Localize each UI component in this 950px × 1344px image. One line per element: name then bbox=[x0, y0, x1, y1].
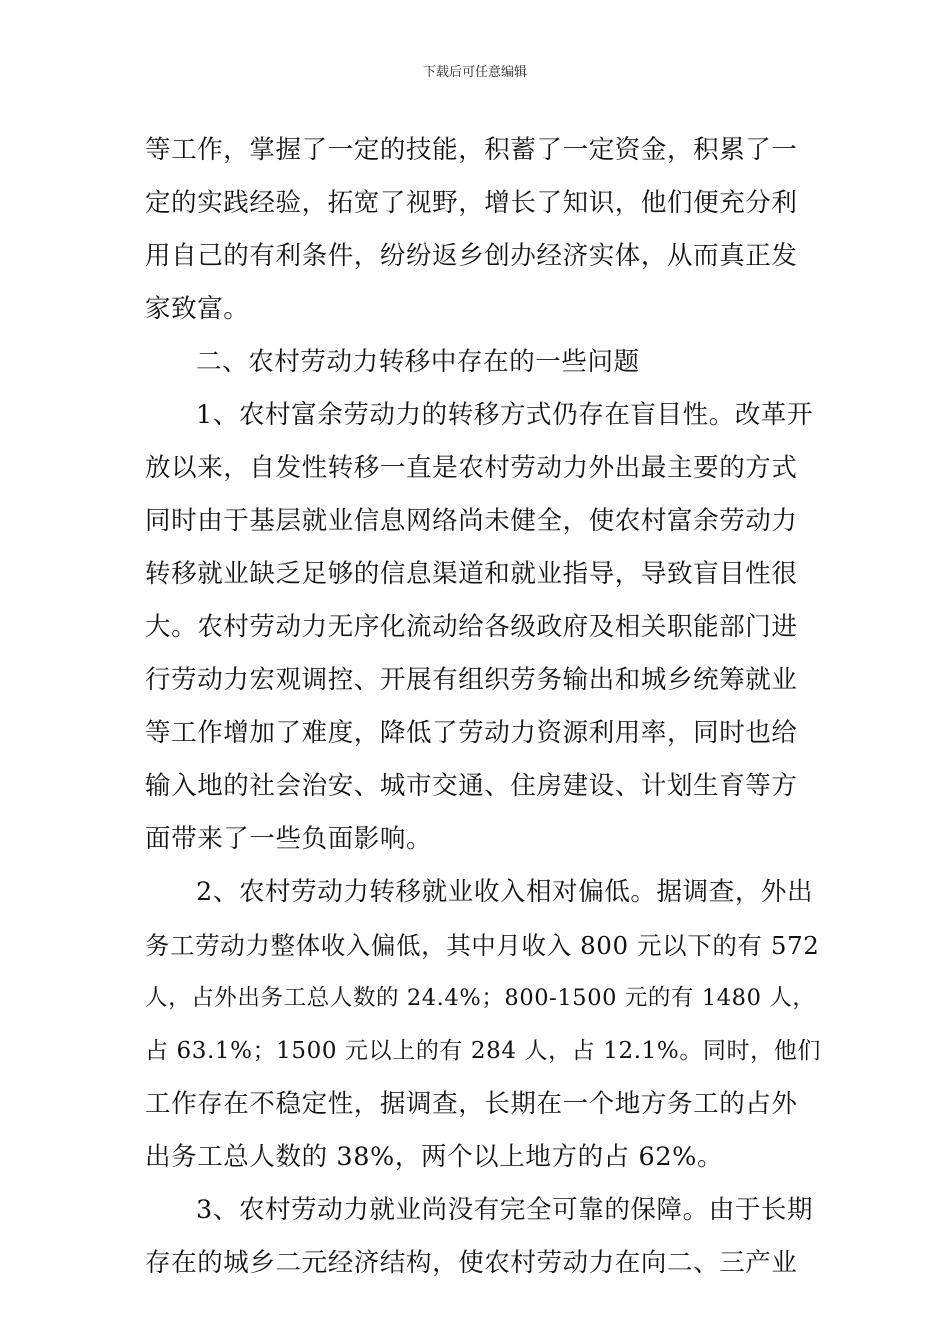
text-line: 面带来了一些负面影响。 bbox=[145, 824, 433, 854]
text-line: 出务工总人数的 38%，两个以上地方的占 62%。 bbox=[145, 1142, 724, 1172]
text-line: 定的实践经验，拓宽了视野，增长了知识，他们便充分利 bbox=[145, 188, 798, 218]
text-line: 用自己的有利条件，纷纷返乡创办经济实体，从而真正发 bbox=[145, 241, 798, 271]
text-line: 放以来，自发性转移一直是农村劳动力外出最主要的方式 bbox=[145, 453, 798, 483]
text-line: 3、农村劳动力就业尚没有完全可靠的保障。由于长期 bbox=[196, 1195, 814, 1225]
text-line: 工作存在不稳定性，据调查，长期在一个地方务工的占外 bbox=[145, 1089, 798, 1119]
section-heading: 二、农村劳动力转移中存在的一些问题 bbox=[196, 347, 640, 377]
text-line: 大。农村劳动力无序化流动给各级政府及相关职能部门进 bbox=[145, 612, 798, 642]
text-line: 务工劳动力整体收入偏低，其中月收入 800 元以下的有 572 bbox=[145, 931, 820, 960]
text-line: 存在的城乡二元经济结构，使农村劳动力在向二、三产业 bbox=[145, 1248, 798, 1278]
document-body bbox=[145, 124, 825, 1290]
text-line: 同时由于基层就业信息网络尚未健全，使农村富余劳动力 bbox=[145, 506, 798, 536]
text-line: 转移就业缺乏足够的信息渠道和就业指导，导致盲目性很 bbox=[145, 559, 798, 589]
text-line: 占 63.1%；1500 元以上的有 284 人，占 12.1%。同时，他们 bbox=[145, 1038, 821, 1064]
text-line: 输入地的社会治安、城市交通、住房建设、计划生育等方 bbox=[145, 771, 798, 801]
text-line: 2、农村劳动力转移就业收入相对偏低。据调查，外出 bbox=[196, 877, 814, 907]
text-line: 人，占外出务工总人数的 24.4%；800-1500 元的有 1480 人， bbox=[145, 985, 816, 1011]
page-header: 下载后可任意编辑 bbox=[422, 65, 527, 80]
text-line: 等工作，掌握了一定的技能，积蓄了一定资金，积累了一 bbox=[145, 135, 798, 165]
text-line: 家致富。 bbox=[145, 294, 250, 324]
text-line: 1、农村富余劳动力的转移方式仍存在盲目性。改革开 bbox=[196, 400, 814, 430]
text-line: 等工作增加了难度，降低了劳动力资源利用率，同时也给 bbox=[145, 718, 798, 748]
text-line: 行劳动力宏观调控、开展有组织劳务输出和城乡统筹就业 bbox=[145, 665, 798, 695]
